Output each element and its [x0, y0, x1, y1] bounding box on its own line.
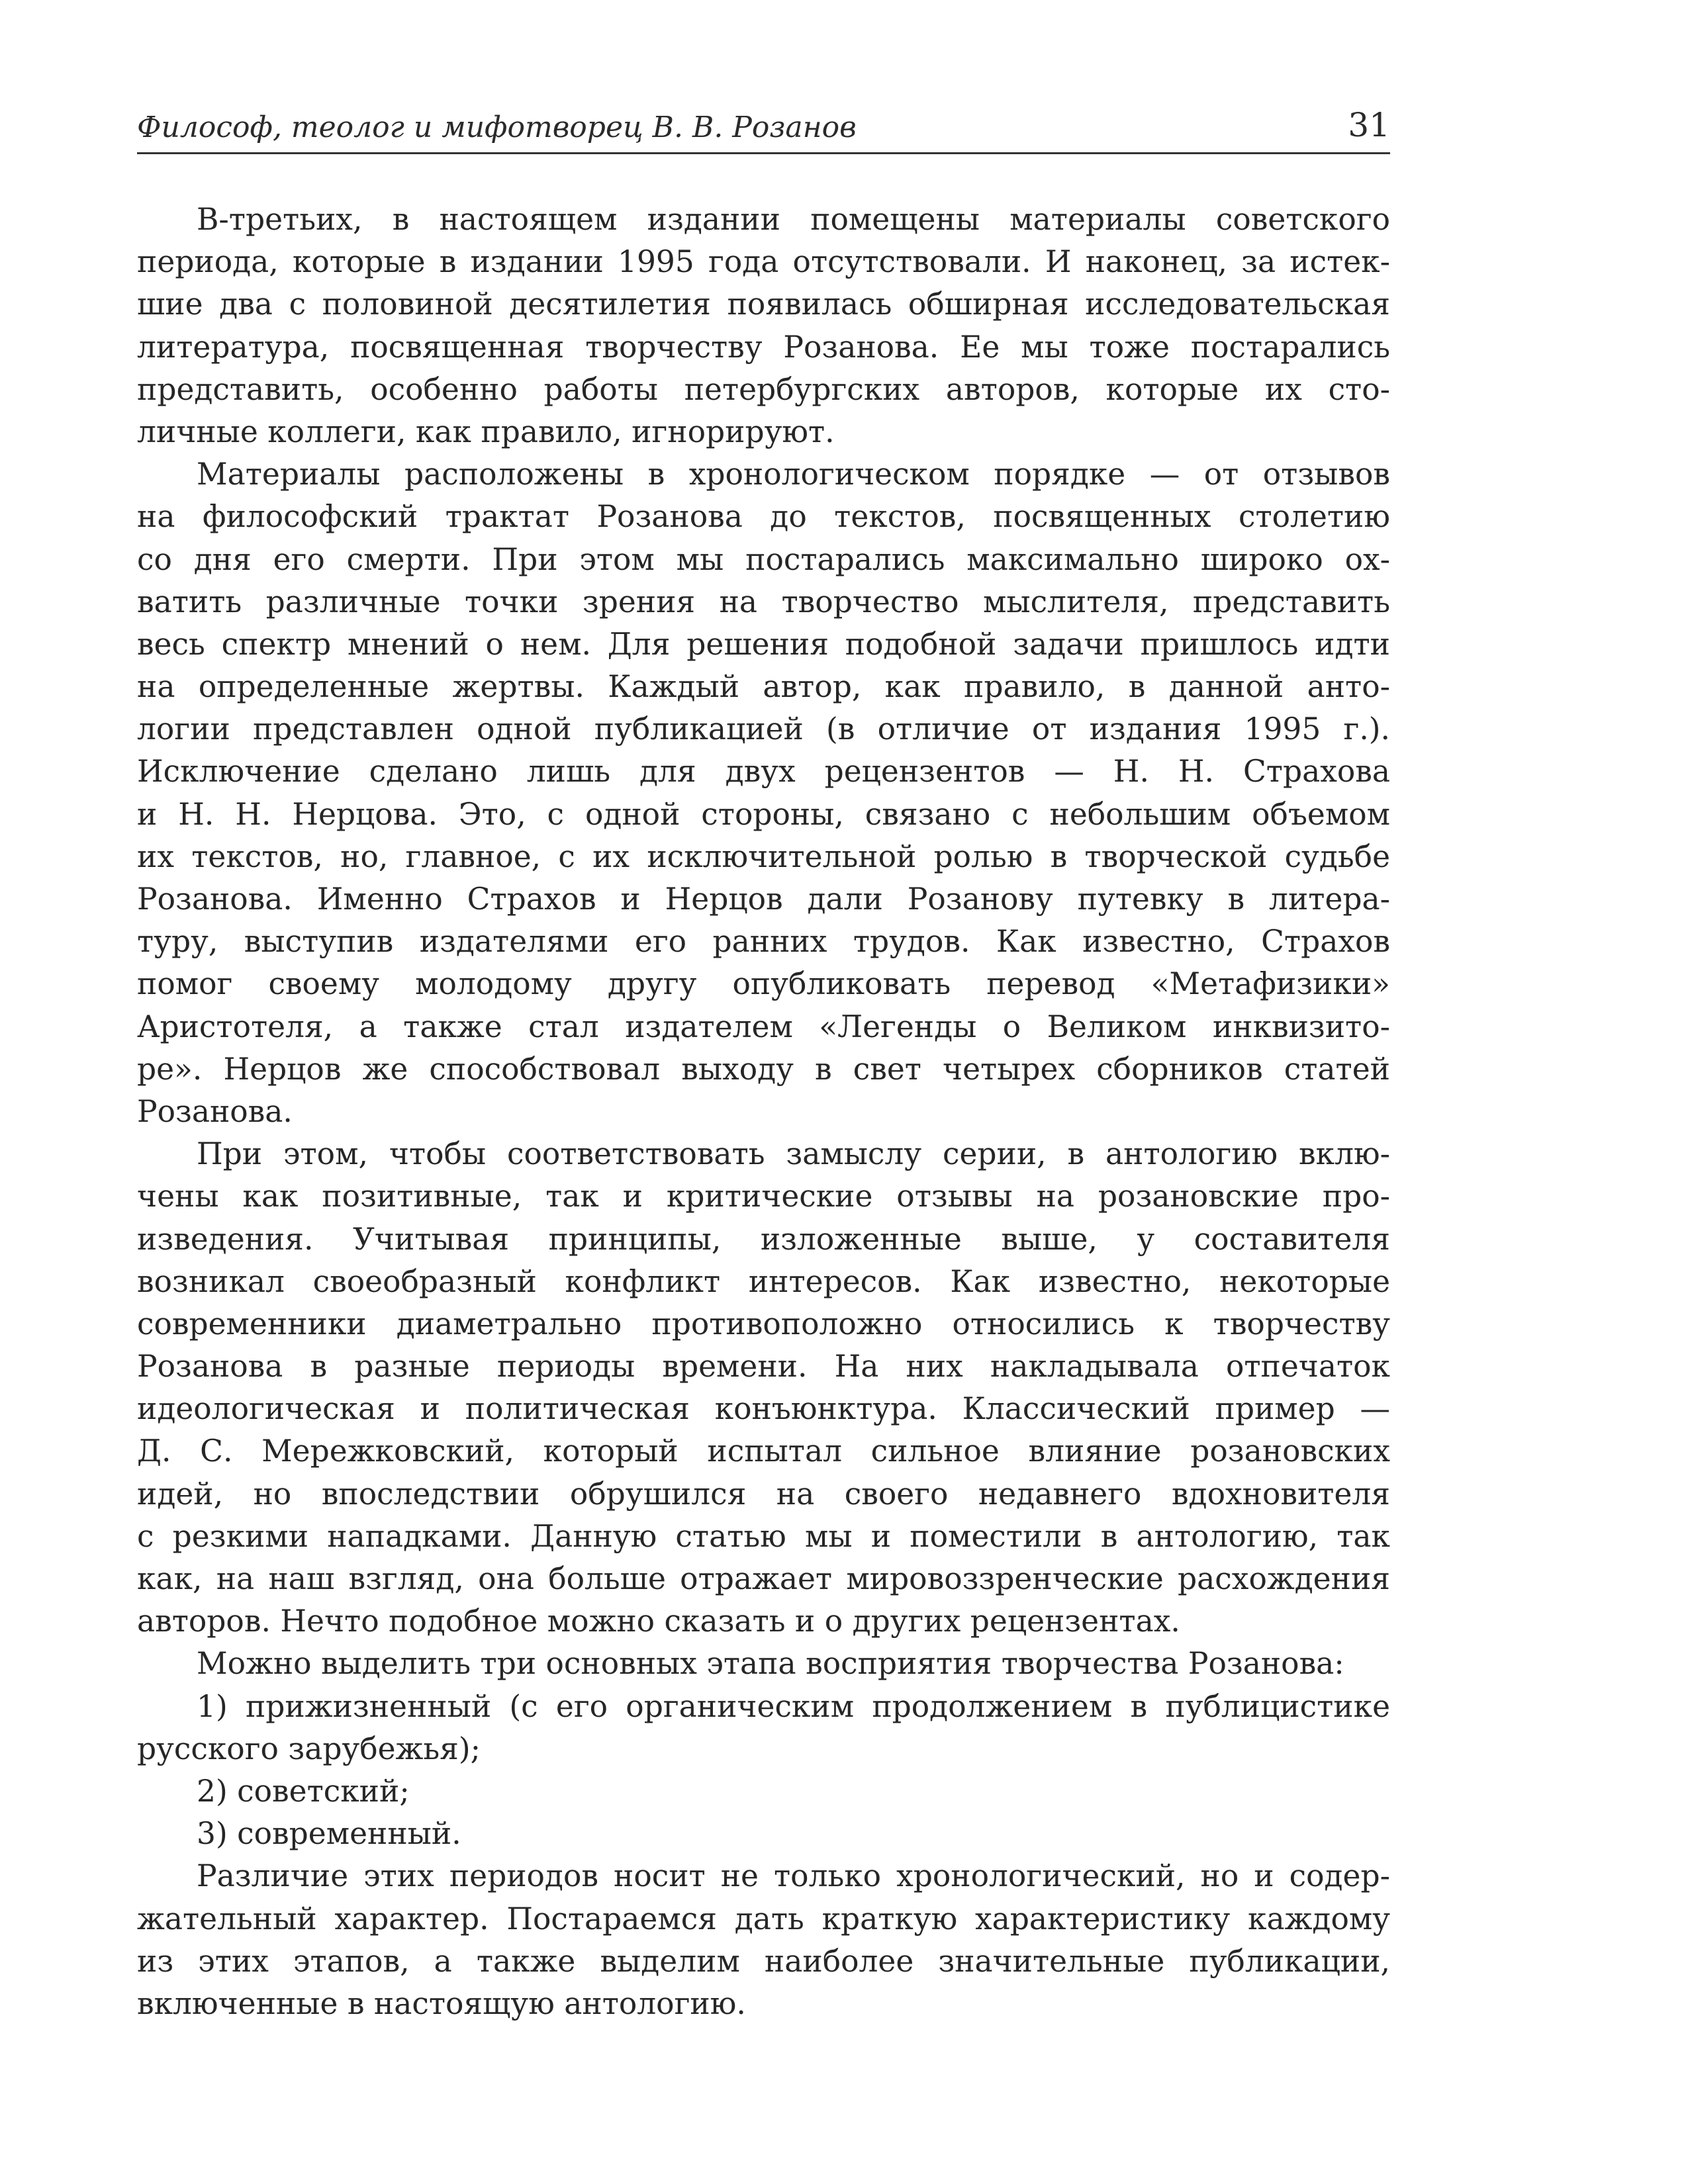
text-line: При этом, чтобы соответствовать замыслу серии, в антологию вклю- [197, 1136, 1390, 1172]
text-line: личные коллеги, как правило, игнорируют. [137, 414, 835, 449]
text-line: на определенные жертвы. Каждый автор, как правило, в данной анто- [137, 669, 1390, 705]
body-text [137, 199, 1390, 2025]
text-line: как, на наш взгляд, она больше отражает мировоззренческие расхождения [137, 1561, 1390, 1596]
text-line: изведения. Учитывая принципы, изложенные выше, у составителя [137, 1221, 1390, 1257]
text-line: идеологическая и политическая конъюнктура. Классический пример — [137, 1391, 1390, 1427]
text-line: русского зарубежья); [137, 1731, 481, 1766]
text-line: Розанова. Именно Страхов и Нерцов дали Розанову путевку в литера- [137, 882, 1390, 917]
text-line: В-третьих, в настоящем издании помещены материалы советского [197, 202, 1390, 237]
text-line: идей, но впоследствии обрушился на своего недавнего вдохновителя [137, 1476, 1390, 1512]
text-line: их текстов, но, главное, с их исключительной ролью в творческой судьбе [137, 839, 1390, 874]
text-line: помог своему молодому другу опубликовать перевод «Метафизики» [137, 966, 1390, 1002]
text-line: авторов. Нечто подобное можно сказать и о других рецензентах. [137, 1604, 1180, 1639]
text-line: литература, посвященная творчеству Розанова. Ее мы тоже постарались [137, 329, 1390, 365]
text-line: Розанова в разные периоды времени. На них накладывала отпечаток [137, 1349, 1390, 1385]
text-line: включенные в настоящую антологию. [137, 1985, 746, 2021]
text-line: на философский трактат Розанова до текстов, посвященных столетию [137, 499, 1390, 535]
text-line: туру, выступив издателями его ранних трудов. Как известно, Страхов [137, 924, 1390, 960]
text-line: возникал своеобразный конфликт интересов. Как известно, некоторые [137, 1263, 1390, 1299]
text-line: шие два с половиной десятилетия появилась обширная исследовательская [137, 287, 1390, 322]
text-line: ре». Нерцов же способствовал выходу в свет четырех сборников статей [137, 1051, 1390, 1087]
text-line: Исключение сделано лишь для двух рецензентов — Н. Н. Страхова [137, 754, 1390, 790]
running-head [137, 99, 1390, 154]
text-line: Различие этих периодов носит не только хронологический, но и содер- [197, 1858, 1390, 1894]
text-line: Розанова. [137, 1093, 293, 1129]
text-line: из этих этапов, а также выделим наиболее значительные публикации, [137, 1943, 1390, 1979]
page-number: 31 [1348, 106, 1390, 144]
text-line: современники диаметрально противоположно относились к творчеству [137, 1306, 1390, 1342]
text-line: представить, особенно работы петербургских авторов, которые их сто- [137, 371, 1390, 407]
list-item: 2) советский; [197, 1773, 410, 1809]
text-line: Д. С. Мережковский, который испытал сильное влияние розановских [137, 1433, 1390, 1469]
text-line: жательный характер. Постараемся дать краткую характеристику каждому [137, 1901, 1390, 1936]
running-title: Философ, теолог и мифотворец В. В. Розанов [137, 111, 857, 144]
text-line: со дня его смерти. При этом мы постарались максимально широко ох- [137, 541, 1390, 577]
text-line: периода, которые в издании 1995 года отсутствовали. И наконец, за истек- [137, 244, 1390, 280]
list-item: 1) прижизненный (с его органическим продолжением в публицистике [197, 1688, 1390, 1724]
text-line: и Н. Н. Нерцова. Это, с одной стороны, связано с небольшим объемом [137, 796, 1390, 832]
text-line: Можно выделить три основных этапа восприятия творчества Розанова: [197, 1646, 1344, 1682]
text-line: чены как позитивные, так и критические отзывы на розановские про- [137, 1179, 1390, 1214]
text-line: ватить различные точки зрения на творчество мыслителя, представить [137, 584, 1390, 619]
text-line: весь спектр мнений о нем. Для решения подобной задачи пришлось идти [137, 626, 1390, 662]
text-line: Аристотеля, а также стал издателем «Легенды о Великом инквизито- [137, 1009, 1390, 1044]
text-line: логии представлен одной публикацией (в отличие от издания 1995 г.). [137, 711, 1390, 747]
text-line: с резкими нападками. Данную статью мы и поместили в антологию, так [137, 1518, 1390, 1554]
list-item: 3) современный. [197, 1816, 461, 1852]
text-line: Материалы расположены в хронологическом порядке — от отзывов [197, 457, 1390, 492]
